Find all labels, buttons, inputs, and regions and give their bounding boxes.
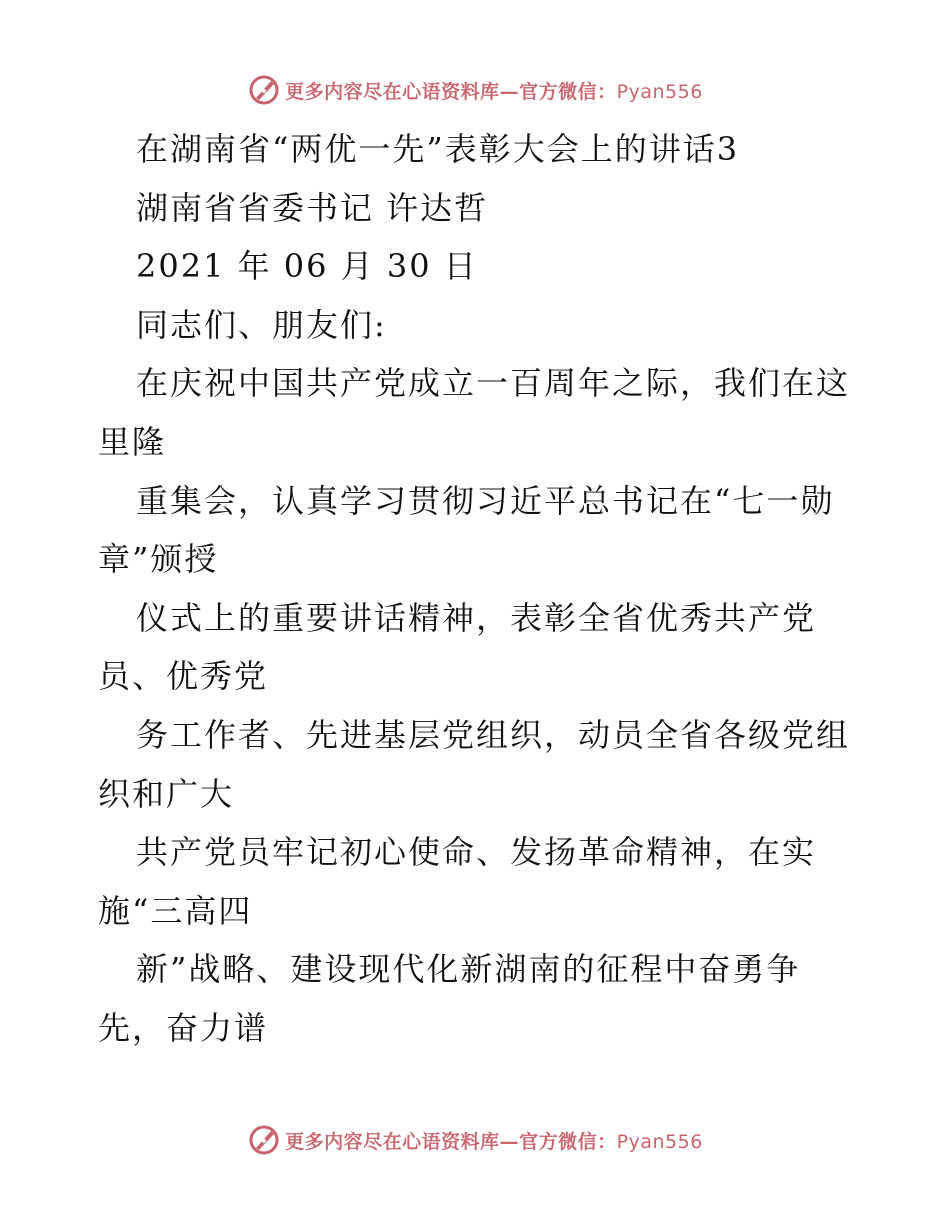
quill-pen-logo-icon [247, 73, 281, 107]
watermark-text: 更多内容尽在心语资料库—官方微信：Pyan556 [285, 80, 703, 103]
footer-watermark [0, 1120, 950, 1160]
watermark-text: 更多内容尽在心语资料库—官方微信：Pyan556 [285, 1130, 703, 1153]
text-line: 在庆祝中国共产党成立一百周年之际，我们在这 [136, 364, 851, 403]
text-line: 务工作者、先进基层党组织，动员全省各级党组 [136, 715, 851, 754]
quill-pen-logo-icon [247, 1123, 281, 1157]
text-line: 2021 年 06 月 30 日 [136, 247, 478, 286]
header-watermark [0, 70, 950, 110]
document-body [98, 120, 858, 1058]
text-line: 织和广大 [98, 774, 235, 813]
text-line: 施“三高四 [98, 891, 253, 930]
text-line: 章”颁授 [98, 540, 219, 579]
text-line: 共产党员牢记初心使命、发扬革命精神，在实 [136, 833, 817, 872]
text-line: 湖南省省委书记 许达哲 [136, 188, 489, 227]
text-line: 里隆 [98, 422, 167, 461]
text-line: 新”战略、建设现代化新湖南的征程中奋勇争 [136, 950, 801, 989]
text-line: 仪式上的重要讲话精神，表彰全省优秀共产党 [136, 598, 817, 637]
text-line: 先，奋力谱 [98, 1008, 269, 1047]
text-line: 同志们、朋友们: [136, 305, 387, 344]
text-line: 在湖南省“两优一先”表彰大会上的讲话3 [136, 130, 740, 168]
text-line: 员、优秀党 [98, 657, 269, 696]
text-line: 重集会，认真学习贯彻习近平总书记在“七一勋 [136, 481, 835, 520]
